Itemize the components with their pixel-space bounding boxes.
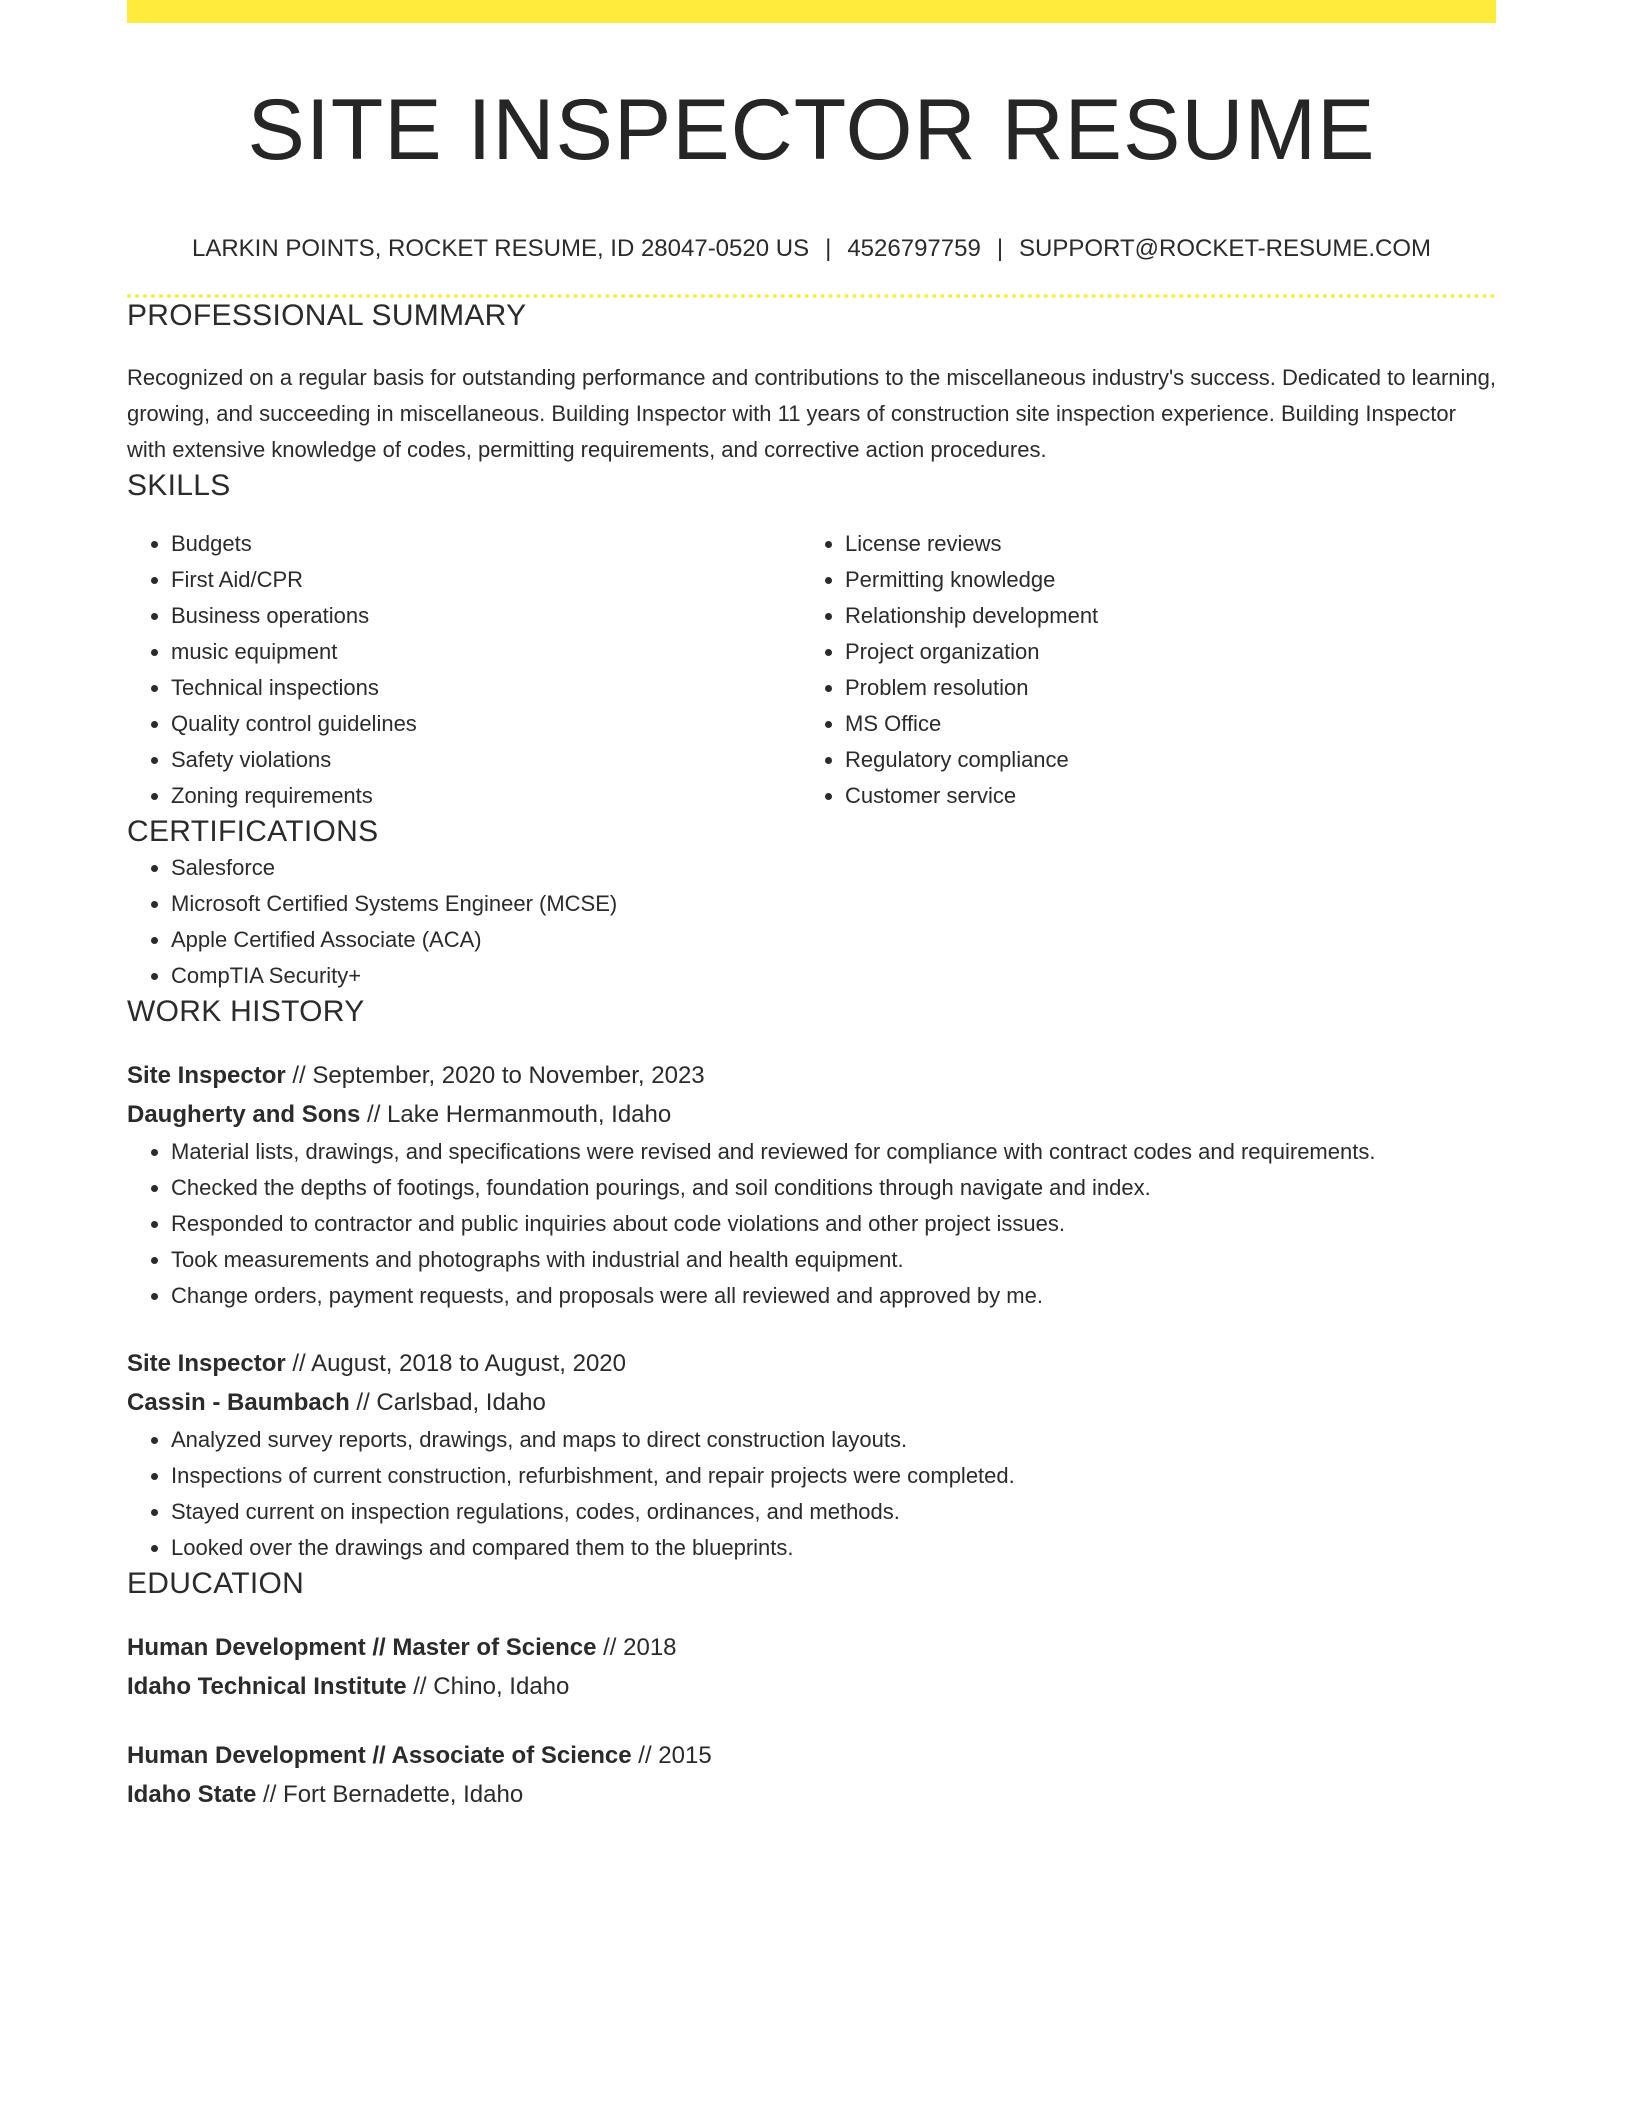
skill-item: • Regulatory compliance: [845, 742, 1475, 778]
skill-item: • Technical inspections: [171, 670, 801, 706]
job-title-line: [127, 1056, 1496, 1095]
job-company: Cassin - Baumbach: [127, 1389, 350, 1416]
job-duty-item: • Change orders, payment requests, and proposals were all reviewed and approved by me.: [171, 1278, 1496, 1314]
skill-item: • Safety violations: [171, 742, 801, 778]
job-duties-list: [127, 1134, 1496, 1314]
resume-content: [127, 0, 1496, 1814]
job-location: // Lake Hermanmouth, Idaho: [360, 1101, 672, 1128]
job-title-line: [127, 1344, 1496, 1383]
certifications-heading: CERTIFICATIONS: [127, 815, 379, 848]
contact-phone: 4526797759: [847, 235, 981, 262]
skill-item: • Budgets: [171, 526, 801, 562]
certification-item: • Apple Certified Associate (ACA): [171, 922, 1496, 958]
education-location: // Fort Bernadette, Idaho: [256, 1781, 524, 1808]
education-school: Idaho State: [127, 1781, 257, 1808]
contact-email: SUPPORT@ROCKET-RESUME.COM: [1019, 235, 1432, 262]
skill-item: • Permitting knowledge: [845, 562, 1475, 598]
job-role: Site Inspector: [127, 1350, 286, 1377]
job-duty-item: • Took measurements and photographs with industrial and health equipment.: [171, 1242, 1496, 1278]
education-entry: [127, 1628, 1496, 1706]
certification-item: • CompTIA Security+: [171, 958, 1496, 994]
skill-item: • Business operations: [171, 598, 801, 634]
education-degree-line: [127, 1736, 1496, 1775]
skill-item: • Zoning requirements: [171, 778, 801, 814]
education-degree: Human Development // Master of Science: [127, 1634, 597, 1661]
job-dates: // September, 2020 to November, 2023: [285, 1062, 705, 1089]
skill-item: • Relationship development: [845, 598, 1475, 634]
job-duty-item: • Responded to contractor and public inquiries about code violations and other project issues.: [171, 1206, 1496, 1242]
job-duty-item: • Checked the depths of footings, foundation pourings, and soil conditions through navigate and index.: [171, 1170, 1496, 1206]
summary-text: Recognized on a regular basis for outstanding performance and contributions to the miscellaneous industry's success. Dedicated to learning, growing, and succeeding in miscellaneous. Building Inspector with 11 years of construction site inspection experience. Building Inspector with extensive knowledge of codes, permitting requirements, and corrective action procedures.: [127, 365, 1496, 462]
work-history-heading: WORK HISTORY: [127, 995, 365, 1028]
contact-address: LARKIN POINTS, ROCKET RESUME, ID 28047-0520 US: [191, 235, 810, 262]
skill-item: • Quality control guidelines: [171, 706, 801, 742]
summary-heading: PROFESSIONAL SUMMARY: [127, 299, 527, 332]
job-entry: [127, 1056, 1496, 1314]
job-role: Site Inspector: [127, 1062, 286, 1089]
education-entry: [127, 1736, 1496, 1814]
job-duties-list: [127, 1422, 1496, 1566]
skills-heading: SKILLS: [127, 469, 231, 502]
education-school-line: [127, 1775, 1496, 1814]
job-duty-item: • Looked over the drawings and compared them to the blueprints.: [171, 1530, 1496, 1566]
skills-columns: [127, 526, 1496, 814]
skills-list-right: [801, 526, 1475, 814]
certification-item: • Microsoft Certified Systems Engineer (MCSE): [171, 886, 1496, 922]
job-duty-item: • Stayed current on inspection regulations, codes, ordinances, and methods.: [171, 1494, 1496, 1530]
skills-column-right: [801, 526, 1475, 814]
contact-line: [127, 234, 1496, 264]
skill-item: • First Aid/CPR: [171, 562, 801, 598]
skill-item: • MS Office: [845, 706, 1475, 742]
skills-column-left: [127, 526, 801, 814]
certification-item: • Salesforce: [171, 850, 1496, 886]
skills-list-left: [127, 526, 801, 814]
education-degree: Human Development // Associate of Science: [127, 1742, 632, 1769]
job-company: Daugherty and Sons: [127, 1101, 361, 1128]
education-year: // 2015: [631, 1742, 712, 1769]
skill-item: • Customer service: [845, 778, 1475, 814]
job-company-line: [127, 1383, 1496, 1422]
resume-title: SITE INSPECTOR RESUME: [247, 82, 1376, 178]
skill-item: • Project organization: [845, 634, 1475, 670]
skill-item: • Problem resolution: [845, 670, 1475, 706]
education-school-line: [127, 1667, 1496, 1706]
education-heading: EDUCATION: [127, 1567, 305, 1600]
job-duty-item: • Material lists, drawings, and specifications were revised and reviewed for compliance with contract codes and requirements.: [171, 1134, 1496, 1170]
job-company-line: [127, 1095, 1496, 1134]
job-duty-item: • Inspections of current construction, refurbishment, and repair projects were completed.: [171, 1458, 1496, 1494]
job-entry: [127, 1344, 1496, 1566]
education-year: // 2018: [596, 1634, 677, 1661]
certifications-list: [127, 850, 1496, 994]
education-location: // Chino, Idaho: [406, 1673, 570, 1700]
job-duty-item: • Analyzed survey reports, drawings, and maps to direct construction layouts.: [171, 1422, 1496, 1458]
skill-item: • License reviews: [845, 526, 1475, 562]
contact-separator: |: [825, 235, 832, 262]
education-school: Idaho Technical Institute: [127, 1673, 407, 1700]
job-dates: // August, 2018 to August, 2020: [285, 1350, 626, 1377]
contact-separator: |: [996, 235, 1004, 262]
skill-item: • music equipment: [171, 634, 801, 670]
education-degree-line: [127, 1628, 1496, 1667]
job-location: // Carlsbad, Idaho: [349, 1389, 546, 1416]
